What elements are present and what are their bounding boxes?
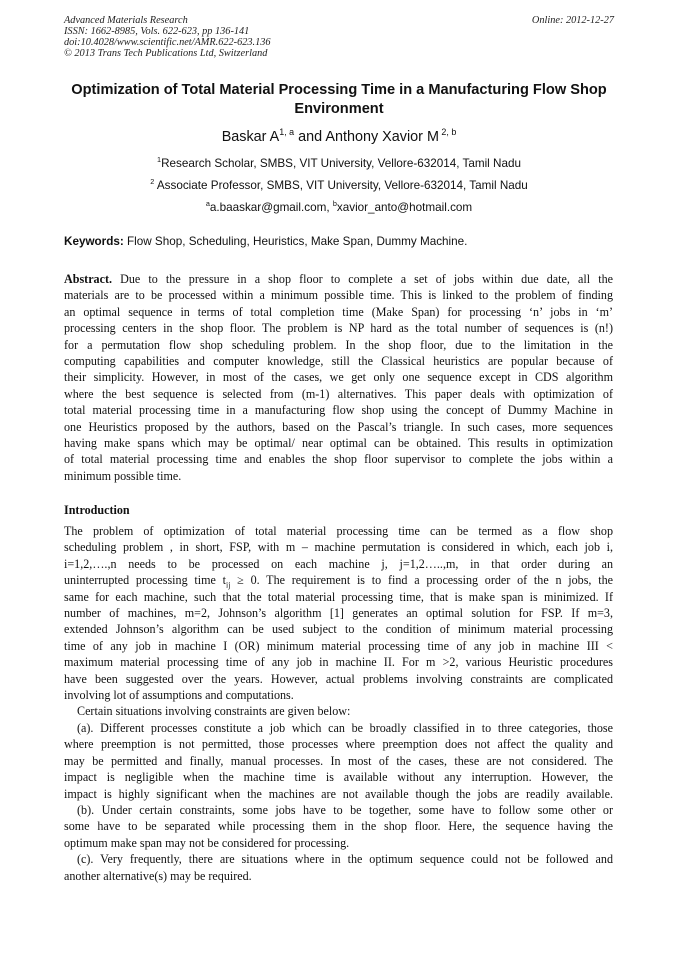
affiliation-2 [0,179,678,193]
abstract-line: minimum possible time. [64,468,182,483]
author-2-name: Anthony Xavior M [325,129,439,145]
intro-line: The problem of optimization of total material processing time can be termed as a flow shop [64,524,613,538]
abstract-label: Abstract. [64,272,113,286]
email-b-marker: b [332,199,337,209]
intro-line: maximum material processing time of any job in machine II. For m >2, various Heuristic procedures [64,655,613,670]
intro-line: same for each machine, such that the total material processing time, that is make span is minimized. If [64,589,613,604]
affiliation-1 [0,157,678,171]
intro-line: Certain situations involving constraints are given below: [77,704,351,719]
abstract-line: where the best sequence is selected from (m-1) alternatives. This paper deals with optimization of [64,386,613,401]
abstract-line: one Heuristics proposed by the authors, based on the Pascal’s triangle. In such cases, more sequences [64,419,613,434]
abstract-line: their simplicity. However, in most of the cases, we get only one sequence except in CDS algorithm [64,370,613,385]
intro-line: number of machines, m=2, Johnson’s algorithm [1] generates an optimal solution for FSP. If m=3, [64,606,613,621]
abstract [64,271,613,484]
copyright-line: © 2013 Trans Tech Publications Ltd, Switzerland [64,48,268,59]
intro-line: optimum make span may not be considered for processing. [64,835,350,850]
intro-line: (a). Different processes constitute a job which can be broadly classified in to three categories, those [77,720,613,735]
intro-line: have been suggested over the years. However, actual problems involving constraints are complicated [64,671,613,686]
intro-line: extended Johnson’s algorithm can be used subject to the condition of minimum material processing [64,622,613,637]
introduction-body [64,523,613,884]
abstract-line: processing centers in the shop floor. The problem is NP hard as the total number of sequences is (n!) [64,321,613,336]
affiliation-1-text: Research Scholar, SMBS, VIT University, Vellore-632014, Tamil Nadu [161,157,521,170]
email-a-marker: a [205,199,210,209]
intro-line: impact is negligible when the machine time is available without any interruption. However, the [64,770,613,785]
intro-line: some have to be separated while processing them in the shop floor. Here, the sequence having the [64,819,613,834]
intro-line: involving lot of assumptions and computations. [64,688,294,703]
abstract-line: materials are to be processed within a minimum possible time. This is linked to the problem of finding [64,288,613,303]
intro-line: i=1,2,….,n needs to be processed on each machine j, j=1,2…..,m, in that order during an [64,556,613,571]
author-2-superscript: 2, b [438,127,457,138]
abstract-line: having make spans which may be optimal/ near optimal can be obtained. This results in optimization [64,436,613,451]
abstract-line: of total material processing time and enables the shop floor supervisor to complete the jobs within a [64,452,613,467]
abstract-line: for a permutation flow shop scheduling problem. In the shop floor, due to the limitation in the [64,337,613,352]
affiliation-2-text: Associate Professor, SMBS, VIT University, Vellore-632014, Tamil Nadu [154,179,528,192]
intro-line: time of any job in machine I (OR) minimum material processing time of any job in machine III < [64,638,613,653]
subscript-ij: ij [226,580,231,590]
intro-line: (b). Under certain constraints, some jobs have to be together, some have to follow some other or [77,802,613,817]
abstract-line: computing capabilities and computer knowledge, still the Classical heuristics are popular because of [64,354,613,369]
abstract-line-text: Due to the pressure in a shop floor to complete a set of jobs within due date, all the [112,272,613,286]
author-1-superscript: 1, a [279,127,295,138]
intro-line: (c). Very frequently, there are situations where in the optimum sequence could not be followed and [77,852,613,867]
author-emails [0,201,678,215]
journal-header [64,15,271,59]
issn-line: ISSN: 1662-8985, Vols. 622-623, pp 136-141 [64,26,250,37]
author-conjunction: and [294,129,326,145]
intro-line: scheduling problem , in short, FSP, with m – machine permutation is considered in which, each job i, [64,540,613,555]
affiliation-1-marker: 1 [157,155,162,165]
intro-line: impact is highly significant when the machines are not available though the jobs are readily available. [64,786,613,801]
affiliation-2-marker: 2 [150,177,155,187]
intro-line: where preemption is not permitted, those processes where preemption does not affect the quality and [64,737,613,752]
abstract-line: total material processing time in a manufacturing flow shop using the concept of Dummy Machine in [64,403,613,418]
author-1-name: Baskar A [221,129,280,145]
doi-line: doi:10.4028/www.scientific.net/AMR.622-623.136 [64,37,271,48]
introduction-heading: Introduction [64,503,130,517]
intro-line-text: uninterrupted processing time t [64,573,227,588]
keywords [64,235,624,249]
author-line [0,128,678,146]
intro-line [64,572,613,588]
keywords-label: Keywords: [64,235,124,248]
intro-line: another alternative(s) may be required. [64,868,252,883]
paper-title: Optimization of Total Material Processing Time in a Manufacturing Flow Shop Environment [71,82,607,117]
abstract-line [64,271,613,287]
intro-line: may be permitted and finally, manual processes. In most of the cases, these are not considered. The [64,753,613,768]
email-b: xavior_anto@hotmail.com [336,201,473,214]
online-date: Online: 2012-12-27 [531,15,614,26]
intro-line-text: ≥ 0. The requirement is to find a processing order of the n jobs, the [230,573,613,588]
abstract-line: an optimal sequence in terms of total completion time (Make Span) for processing ‘n’ jobs in ‘m’ [64,304,613,319]
email-a: a.baaskar@gmail.com, [209,201,333,214]
journal-name: Advanced Materials Research [64,15,188,26]
keywords-text: Flow Shop, Scheduling, Heuristics, Make Span, Dummy Machine. [123,235,468,248]
